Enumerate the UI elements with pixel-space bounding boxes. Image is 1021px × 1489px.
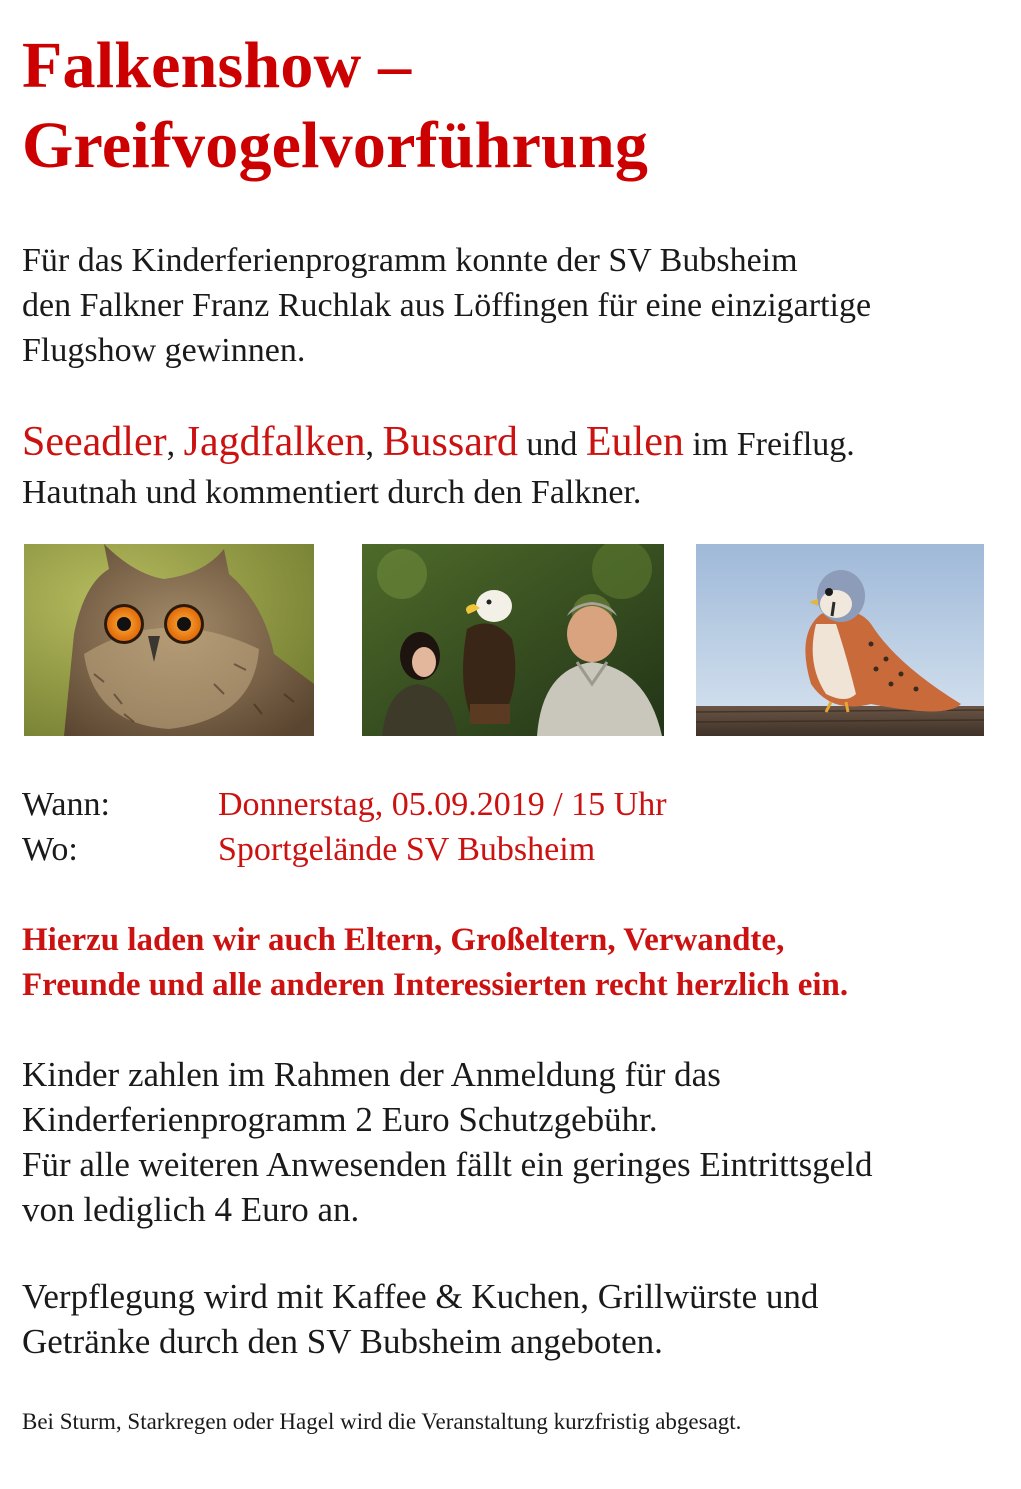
title-line-2: Greifvogelvorführung	[22, 109, 649, 182]
intro-line-3: Flugshow gewinnen.	[22, 332, 306, 369]
eagle-owl-photo	[24, 544, 314, 736]
page-title	[22, 26, 648, 186]
birds-tail: im Freiflug.	[683, 426, 855, 463]
invitation-line-2: Freunde und alle anderen Interessierten recht herzlich ein.	[22, 967, 849, 1003]
fees-line-3: Für alle weiteren Anwesenden fällt ein geringes Eintrittsgeld	[22, 1145, 873, 1184]
bird-sea-eagle: Seeadler	[22, 419, 167, 465]
invitation-line-1: Hierzu laden wir auch Eltern, Großeltern, Verwandte,	[22, 922, 785, 958]
falconer-with-sea-eagle-photo	[362, 544, 664, 736]
birds-paragraph	[22, 418, 855, 517]
birds-line-1	[22, 418, 855, 469]
catering-line-1: Verpflegung wird mit Kaffee & Kuchen, Grillwürste und	[22, 1277, 819, 1316]
intro-line-1: Für das Kinderferienprogramm konnte der SV Bubsheim	[22, 242, 798, 279]
fees-paragraph	[22, 1052, 872, 1232]
weather-note: Bei Sturm, Starkregen oder Hagel wird die Veranstaltung kurzfristig abgesagt.	[22, 1409, 742, 1434]
fees-line-1: Kinder zahlen im Rahmen der Anmeldung für das	[22, 1055, 721, 1094]
catering-line-2: Getränke durch den SV Bubsheim angeboten.	[22, 1322, 663, 1361]
invitation-paragraph	[22, 918, 848, 1008]
where-value: Sportgelände SV Bubsheim	[218, 831, 596, 868]
intro-paragraph	[22, 238, 871, 373]
birds-and: und	[517, 426, 586, 463]
catering-paragraph	[22, 1274, 818, 1364]
event-details	[22, 782, 667, 872]
kestrel-photo	[696, 544, 984, 736]
where-label: Wo:	[22, 831, 78, 868]
when-label: Wann:	[22, 786, 110, 823]
title-line-1: Falkenshow –	[22, 29, 412, 102]
fees-line-2: Kinderferienprogramm 2 Euro Schutzgebühr.	[22, 1100, 658, 1139]
bird-buzzard: Bussard	[382, 419, 518, 465]
when-row	[22, 782, 667, 827]
birds-separator-1: ,	[166, 426, 184, 463]
when-value: Donnerstag, 05.09.2019 / 15 Uhr	[218, 786, 667, 823]
intro-line-2: den Falkner Franz Ruchlak aus Löffingen für eine einzigartige	[22, 287, 872, 324]
bird-hunting-falcons: Jagdfalken	[183, 419, 366, 465]
bird-owls: Eulen	[585, 419, 684, 465]
fees-line-4: von lediglich 4 Euro an.	[22, 1190, 360, 1229]
birds-separator-2: ,	[365, 426, 383, 463]
birds-line-2: Hautnah und kommentiert durch den Falkner.	[22, 474, 642, 511]
where-row	[22, 827, 667, 872]
